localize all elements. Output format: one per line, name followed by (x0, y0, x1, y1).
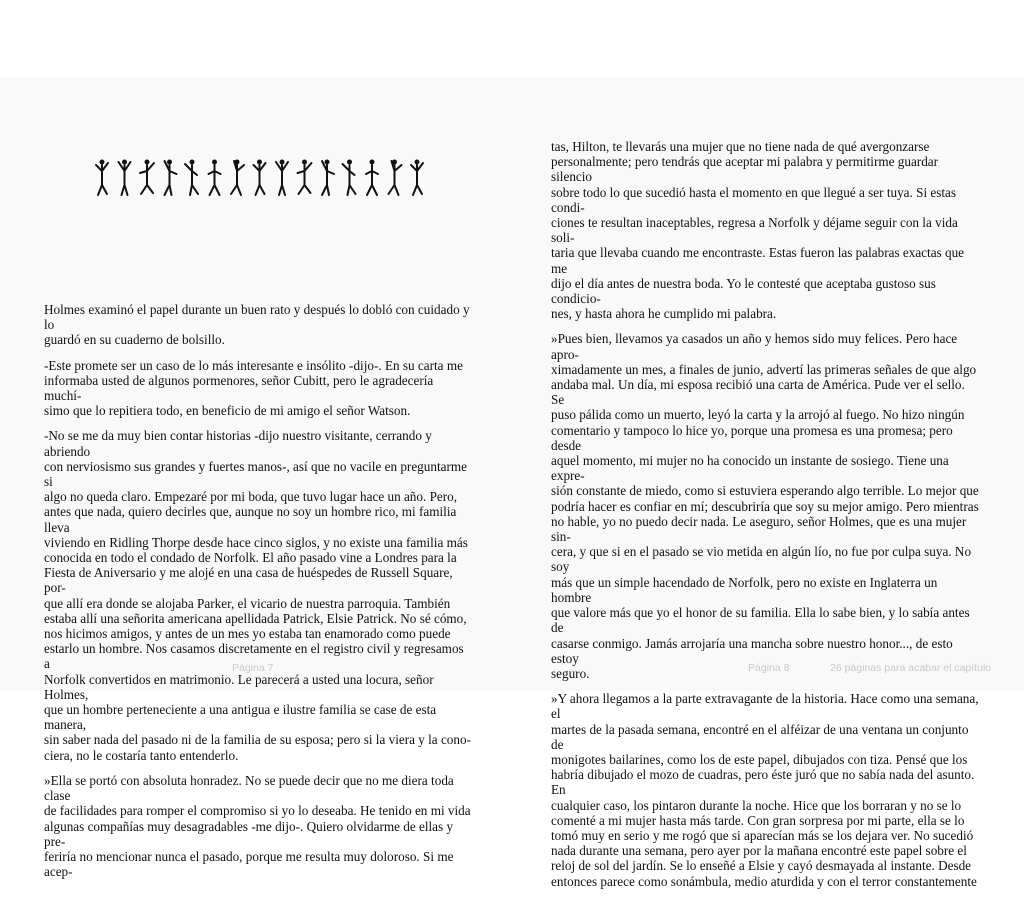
left-page[interactable] (44, 225, 472, 889)
dancer-figure (411, 160, 423, 196)
dancer-figure (140, 160, 154, 195)
dancer-figure (389, 160, 402, 196)
paragraph: -No se me da muy bien contar historias -dijo nuestro visitante, cerrando y abriendo con nerviosismo sus grandes y fuertes manos-, así que no vacile en preguntarme si algo no queda claro. Empezaré por mi boda, que tuvo lugar hace un año. Pero, antes que nada, quiero decirles que, aunque no soy un hombre rico, mi familia lleva viviendo en Ridling Thorpe desde hace cinco siglos, y no existe una familia más conocida en todo el condado de Norfolk. El año pasado vine a Londres para la Fiesta de Aniversario y me alojé en una casa de huéspedes de Russell Square, por- que allí era donde se alojaba Parker, el vicario de nuestra parroquia. También estaba allí una señorita americana apellidada Patrick, Elsie Patrick. No sé cómo, nos hicimos amigos, y antes de un mes yo estaba tan enamorado como puede estarlo un hombre. Nos casamos discretamente en el registro civil y regresamos a Norfolk convertidos en matrimonio. Le parecerá a usted una locura, señor Holmes, que un hombre perteneciente a una antigua e ilustre familia se case de esta manera, sin saber nada del pasado ni de la familia de su esposa; pero si la viera y la cono- ciera, no le costaría tanto entenderlo. (44, 428, 471, 763)
paragraph: »Pues bien, llevamos ya casados un año y hemos sido muy felices. Pero hace apro- ximadamente un mes, a finales de junio, advertí las primeras señales de que algo andaba mal. Un día, mi esposa recibió una carta de América. Pude ver el sello. Se puso pálida como un muerto, leyó la carta y la arrojó al fuego. No hizo ningún comentario y tampoco lo hice yo, porque una promesa es una promesa; pero desde aquel momento, mi mujer no ha conocido un instante de sosiego. Tiene una expre- sión constante de miedo, como si estuviera esperando algo terrible. Lo mejor que podría hacer es confiar en mí; descubriría que soy su mejor amigo. Pero mientras no hable, yo no puedo decir nada. Le aseguro, señor Holmes, que es una mujer sin- cera, y que si en el pasado se vio metida en algún lío, no fue por culpa suya. No soy más que un simple hacendado de Norfolk, pero no existe en Inglaterra un hombre que valore más que yo el honor de su familia. Ella lo sabe bien, y lo sabía antes de casarse conmigo. Jamás arrojaría una mancha sobre nuestro honor..., de esto estoy seguro. (551, 331, 979, 681)
right-page[interactable] (551, 139, 979, 899)
dancer-figure (96, 160, 108, 196)
paragraph: -Este promete ser un caso de lo más interesante e insólito -dijo-. En su carta me informaba usted de algunos pormenores, señor Cubitt, pero le agradecería muchí- simo que lo repitiera todo, en beneficio de mi amigo el señor Watson. (44, 357, 463, 419)
dancer-figure (165, 160, 177, 196)
dancer-figure (366, 160, 378, 196)
chapter-pages-remaining: 26 páginas para acabar el capítulo (830, 662, 992, 674)
dancer-figure (298, 160, 312, 195)
dancer-figure (276, 160, 288, 196)
page-number-left: Página 7 (232, 662, 274, 674)
dancer-figure (231, 160, 244, 196)
paragraph: »Ella se portó con absoluta honradez. No se puede decir que no me diera toda clase de facilidades para romper el compromiso si yo lo deseaba. He tenido en mi vida algunas compañías muy desagradables -me dijo-. Quiero olvidarme de ellas y pre- feriría no mencionar nunca el pasado, porque me resulta muy doloroso. Si me acep- (44, 772, 471, 880)
paragraph: Holmes examinó el papel durante un buen rato y después lo dobló con cuidado y lo guardó en su cuaderno de bolsillo. (44, 302, 470, 348)
paragraph: »Y ahora llegamos a la parte extravagante de la historia. Hace como una semana, el martes de la pasada semana, encontré en el alféizar de una ventana un conjunto de monigotes bailarines, como los de este papel, dibujados con tiza. Pensé que los habría dibujado el mozo de cuadras, pero éste juró que no sabía nada del asunto. En cualquier caso, los pintaron durante la noche. Hice que los borraran y no se lo comenté a mi mujer hasta más tarde. Con gran sorpresa por mi parte, ella se lo tomó muy en serio y me rogó que si aparecían más se los dejara ver. No sucedió nada durante una semana, pero ayer por la mañana encontré este papel sobre el reloj de sol del jardín. Se lo enseñé a Elsie y cayó desmayada al instante. Desde entonces parece como sonámbula, medio aturdida y con el terror constantemente (551, 691, 979, 889)
dancer-figure (209, 160, 221, 196)
dancer-figure (185, 160, 198, 196)
book-reader (0, 77, 1024, 889)
dancer-figure (119, 160, 131, 196)
dancer-figure (343, 160, 356, 196)
paragraph: tas, Hilton, te llevarás una mujer que no tiene nada de qué avergonzarse personalmente; pero tendrás que aceptar mi palabra y permitirme guardar silencio sobre todo lo que sucedió hasta el momento en que llegué a ser tuya. Si estas condi- ciones te resultan inaceptables, regresa a Norfolk y déjame seguir con la vida soli- taria que llevaba cuando me encontraste. Estas fueron las palabras exactas que me dijo el día antes de nuestra boda. Yo le contesté que aceptaba gustoso sus condicio- nes, y hasta ahora he cumplido mi palabra. (551, 139, 965, 322)
dancer-figure (254, 160, 266, 196)
dancer-figure (322, 160, 334, 196)
page-number-right: Página 8 (748, 662, 790, 674)
dancing-men-icon (92, 157, 440, 197)
